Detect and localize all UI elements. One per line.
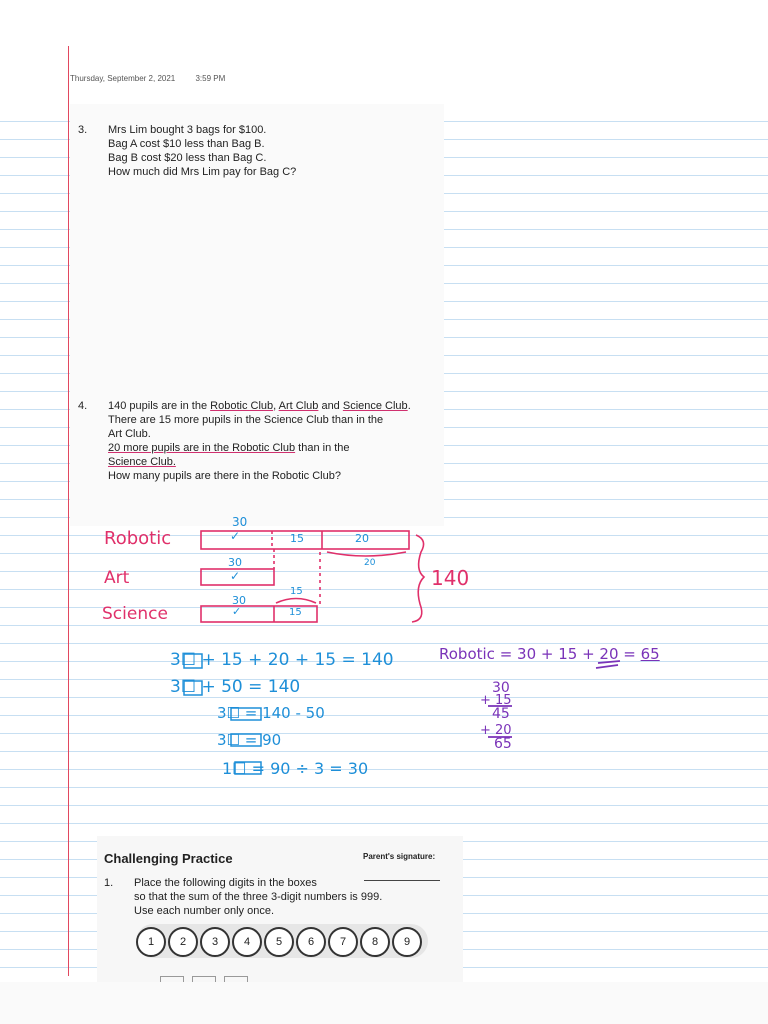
timestamp-date: Thursday, September 2, 2021: [70, 74, 176, 83]
addition-45: 45: [492, 706, 510, 722]
robotic-club: Robotic Club: [210, 400, 274, 412]
digit-circle: 4: [232, 927, 262, 957]
timestamp-time: 3:59 PM: [195, 74, 226, 83]
label-art: Art: [104, 568, 130, 588]
brace-total: [412, 535, 424, 622]
q4-text: than in the: [295, 442, 350, 454]
challenge-line: so that the sum of the three 3-digit numbers is 999.: [134, 891, 383, 903]
label-robotic: Robotic: [104, 528, 172, 549]
addition-15: + 15: [480, 693, 512, 708]
parent-signature-label: Parent's signature:: [363, 852, 436, 861]
q3-line: Mrs Lim bought 3 bags for $100.: [108, 124, 267, 136]
q4-underlined: 20 more pupils are in the Robotic Club: [108, 442, 296, 454]
answer-equation: [439, 645, 660, 663]
q4-line: How many pupils are there in the Robotic Club?: [108, 470, 341, 482]
art-club: Art Club: [278, 400, 319, 412]
work-line-1: 3☐ + 15 + 20 + 15 = 140: [170, 650, 394, 670]
q4-text: and: [318, 400, 343, 412]
robotic-15: 15: [290, 532, 304, 545]
q3-line: Bag A cost $10 less than Bag B.: [108, 138, 265, 150]
brace-20: [327, 552, 406, 556]
q4-line: There are 15 more pupils in the Science Club than in the: [108, 414, 384, 426]
addition-30: 30: [492, 680, 510, 696]
q4-text: 140 pupils are in the: [108, 400, 211, 412]
q3-line: Bag B cost $20 less than Bag C.: [108, 152, 267, 164]
work-line-4: 3☐ = 90: [217, 731, 282, 749]
bottom-area: [0, 982, 768, 1024]
challenge-title: Challenging Practice: [104, 851, 233, 866]
answer-result: 65: [640, 645, 660, 663]
robotic-20: 20: [355, 532, 369, 545]
art-top-30: 30: [228, 556, 242, 569]
brace-15: [276, 599, 316, 604]
digit-circle: 9: [392, 927, 422, 957]
robotic-check: ✓: [230, 529, 241, 543]
challenge-text: [134, 876, 382, 918]
total-140: 140: [431, 566, 470, 590]
challenge-line: Place the following digits in the boxes: [134, 877, 317, 889]
question-number: 4.: [78, 400, 88, 412]
label-science: Science: [102, 604, 168, 624]
digit-circle: 2: [168, 927, 198, 957]
science-top-30: 30: [232, 594, 246, 607]
science-club: Science Club: [342, 400, 408, 412]
q3-line: How much did Mrs Lim pay for Bag C?: [108, 166, 297, 178]
work-line-3: 3☐ = 140 - 50: [217, 704, 325, 722]
robotic-top-30: 30: [232, 515, 248, 529]
answer-expression: Robotic = 30 + 15 + 20 =: [439, 645, 636, 663]
science-15-top: 15: [290, 586, 303, 597]
art-check: ✓: [230, 569, 241, 583]
work-line-5: 1☐ = 90 ÷ 3 = 30: [222, 759, 369, 778]
q4-line: Science Club.: [108, 456, 176, 468]
q4-text: .: [407, 400, 411, 412]
addition-65: 65: [494, 736, 512, 752]
challenge-line: Use each number only once.: [134, 905, 275, 917]
under-20: 20: [364, 558, 376, 568]
science-check: ✓: [232, 605, 242, 618]
q4-line: Art Club.: [108, 428, 151, 440]
work-line-2: 3☐ + 50 = 140: [170, 677, 301, 697]
addition-20: + 20: [480, 723, 512, 738]
digit-circle: 7: [328, 927, 358, 957]
answer-underline: [596, 665, 618, 668]
digit-circle: 5: [264, 927, 294, 957]
digit-circle: 1: [136, 927, 166, 957]
challenge-number: 1.: [104, 877, 114, 889]
question-number: 3.: [78, 124, 88, 136]
science-15: 15: [289, 607, 302, 618]
digit-circle: 3: [200, 927, 230, 957]
q4-text: ,: [273, 400, 279, 412]
digit-circle: 6: [296, 927, 326, 957]
digit-circle: 8: [360, 927, 390, 957]
